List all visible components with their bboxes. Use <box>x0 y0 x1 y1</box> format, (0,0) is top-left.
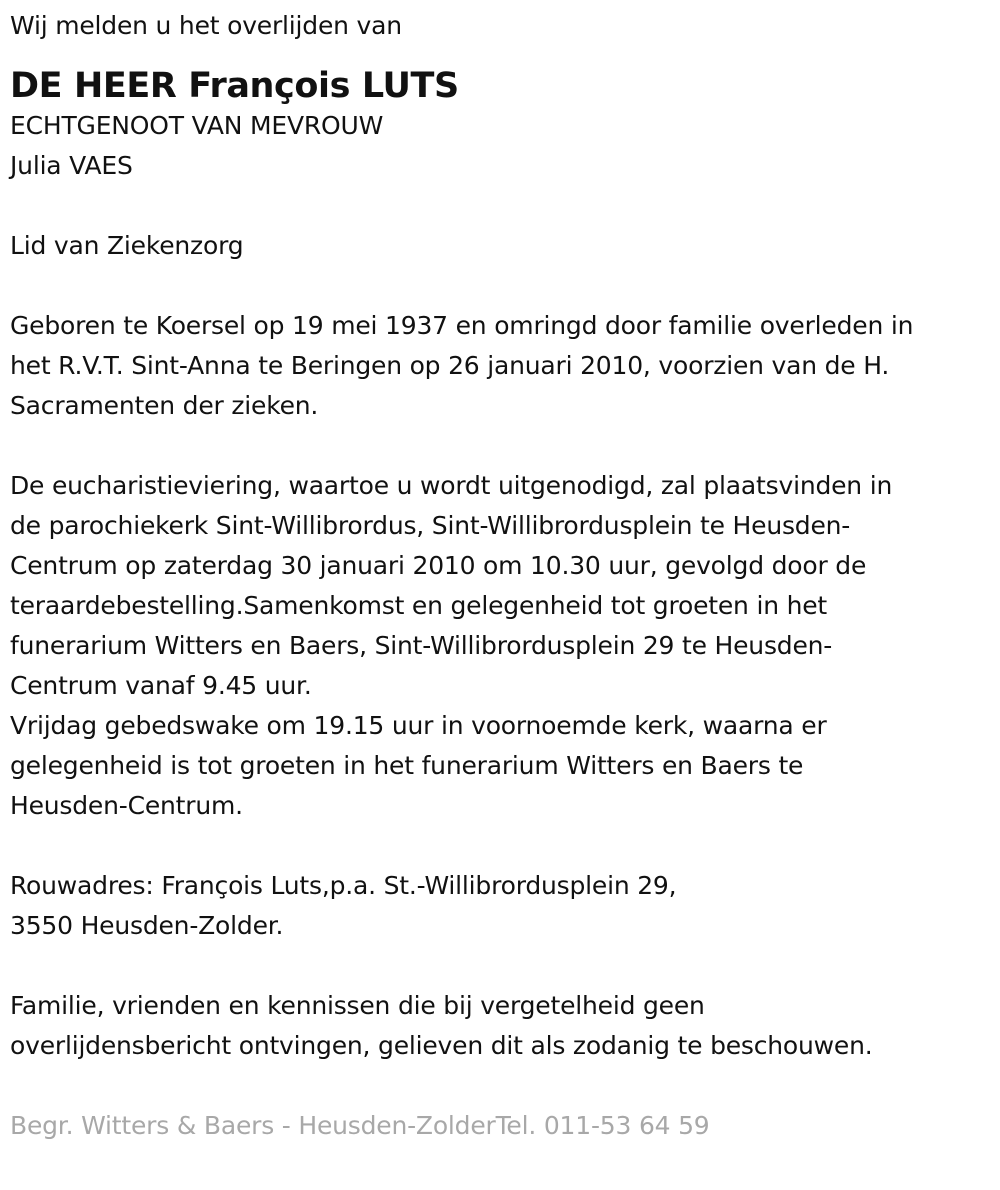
birth-death-paragraph <box>10 306 990 426</box>
paragraph-line: De eucharistieviering, waartoe u wordt uitgenodigd, zal plaatsvinden in <box>10 471 893 500</box>
address-line: Rouwadres: François Luts,p.a. St.-Willibrordusplein 29, <box>10 871 677 900</box>
paragraph-line: overlijdensbericht ontvingen, gelieven dit als zodanig te beschouwen. <box>10 1031 873 1060</box>
funeral-home-footer: Begr. Witters & Baers - Heusden-ZolderTel. 011-53 64 59 <box>10 1111 710 1140</box>
spouse-name: Julia VAES <box>10 151 133 180</box>
address-line: 3550 Heusden-Zolder. <box>10 911 284 940</box>
paragraph-line: gelegenheid is tot groeten in het funerarium Witters en Baers te <box>10 751 804 780</box>
intro-text: Wij melden u het overlijden van <box>10 11 402 40</box>
paragraph-line: funerarium Witters en Baers, Sint-Willibrordusplein 29 te Heusden- <box>10 631 833 660</box>
deceased-name: DE HEER François LUTS <box>10 66 459 106</box>
paragraph-line: teraardebestelling.Samenkomst en gelegenheid tot groeten in het <box>10 591 828 620</box>
paragraph-line: Vrijdag gebedswake om 19.15 uur in voornoemde kerk, waarna er <box>10 711 827 740</box>
death-notice <box>10 6 990 1146</box>
closing-paragraph <box>10 986 990 1066</box>
paragraph-line: Familie, vrienden en kennissen die bij vergetelheid geen <box>10 991 705 1020</box>
paragraph-line: Sacramenten der zieken. <box>10 391 319 420</box>
paragraph-line: Centrum op zaterdag 30 januari 2010 om 10.30 uur, gevolgd door de <box>10 551 867 580</box>
paragraph-line: het R.V.T. Sint-Anna te Beringen op 26 januari 2010, voorzien van de H. <box>10 351 890 380</box>
ceremony-paragraph <box>10 466 990 826</box>
paragraph-line: Geboren te Koersel op 19 mei 1937 en omringd door familie overleden in <box>10 311 914 340</box>
paragraph-line: Heusden-Centrum. <box>10 791 243 820</box>
paragraph-line: Centrum vanaf 9.45 uur. <box>10 671 312 700</box>
mourning-address <box>10 866 990 946</box>
paragraph-line: de parochiekerk Sint-Willibrordus, Sint-Willibrordusplein te Heusden- <box>10 511 851 540</box>
spouse-label: ECHTGENOOT VAN MEVROUW <box>10 111 384 140</box>
membership-text: Lid van Ziekenzorg <box>10 231 244 260</box>
